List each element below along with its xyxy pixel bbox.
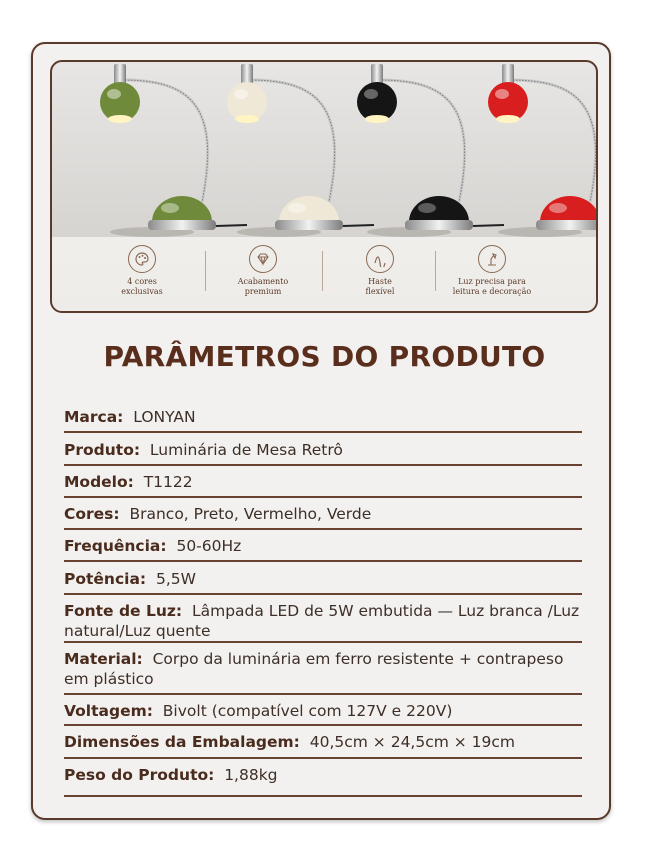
spec-label: Produto:: [64, 441, 141, 459]
spec-row: [64, 728, 582, 759]
spec-row: [64, 500, 582, 530]
spec-label: Potência:: [64, 570, 147, 588]
lamp-4: [488, 64, 596, 237]
spec-row: [64, 565, 582, 595]
product-photo: [50, 60, 598, 313]
spec-value: 5,5W: [155, 570, 196, 588]
spec-value: 50-60Hz: [176, 537, 242, 555]
spec-label: Modelo:: [64, 473, 134, 491]
desk-lamp-icon: [478, 245, 506, 273]
page-title: PARÂMETROS DO PRODUTO: [103, 340, 546, 373]
lamp-2: [227, 64, 374, 237]
spec-row: [64, 761, 582, 797]
spec-label: Marca:: [64, 408, 124, 426]
feature-light-line2: leitura e decoração: [452, 287, 532, 296]
spec-value: Lâmpada LED de 5W embutida — Luz branca /Luz natural/Luz quente: [64, 602, 580, 640]
spec-row: [64, 403, 582, 433]
spec-label: Frequência:: [64, 537, 167, 555]
spec-row: [64, 645, 582, 695]
diamond-icon: [249, 245, 277, 273]
feature-colors-line1: 4 cores: [127, 277, 157, 286]
lamp-3: [357, 64, 504, 237]
spec-value: Corpo da luminária em ferro resistente + contrapeso em plástico: [64, 650, 564, 688]
spec-label: Material:: [64, 650, 143, 668]
feature-colors: [82, 245, 202, 297]
spec-value: 1,88kg: [224, 766, 278, 784]
feature-flexible-line1: Haste: [368, 277, 392, 286]
wave-icon: [366, 245, 394, 273]
feature-flexible: [320, 245, 440, 297]
features-strip: [52, 237, 596, 311]
palette-icon: [128, 245, 156, 273]
feature-colors-line2: exclusivas: [121, 287, 163, 296]
feature-light: [432, 245, 552, 297]
spec-value: Branco, Preto, Vermelho, Verde: [129, 505, 372, 523]
spec-row: [64, 468, 582, 498]
spec-row: [64, 697, 582, 726]
spec-label: Peso do Produto:: [64, 766, 215, 784]
spec-label: Voltagem:: [64, 702, 153, 720]
spec-row: [64, 532, 582, 562]
spec-value: 40,5cm × 24,5cm × 19cm: [309, 733, 516, 751]
feature-finish-line1: Acabamento: [237, 277, 289, 286]
spec-value: LONYAN: [133, 408, 196, 426]
feature-flexible-line2: flexível: [365, 287, 395, 296]
spec-row: [64, 597, 582, 643]
spec-value: Luminária de Mesa Retrô: [149, 441, 343, 459]
feature-finish-line2: premium: [244, 287, 282, 296]
feature-finish: [203, 245, 323, 297]
spec-value: T1122: [143, 473, 193, 491]
spec-value: Bivolt (compatível com 127V e 220V): [162, 702, 453, 720]
feature-light-line1: Luz precisa para: [458, 277, 526, 286]
spec-label: Cores:: [64, 505, 120, 523]
spec-label: Dimensões da Embalagem:: [64, 733, 300, 751]
spec-row: [64, 436, 582, 466]
lamp-1: [100, 64, 247, 237]
spec-label: Fonte de Luz:: [64, 602, 183, 620]
